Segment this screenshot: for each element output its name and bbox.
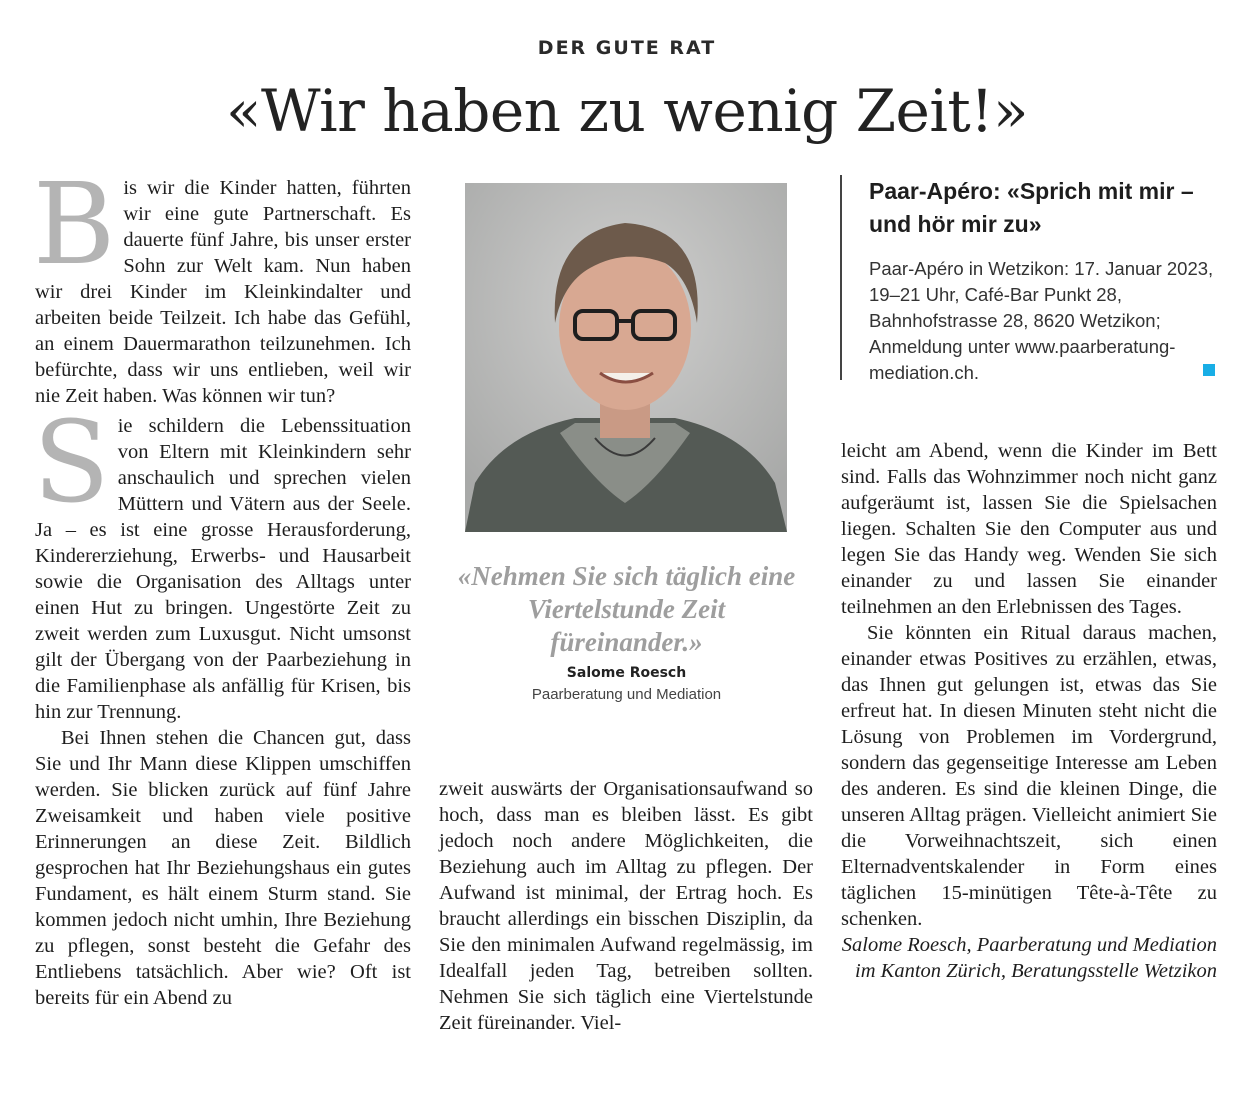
answer-paragraph-5: Sie könnten ein Ritual daraus machen, einander etwas Positives zu erzählen, etwas, das Ihnen gut gelungen ist, etwas das Sie erfreut hat. In diesen Minuten steht nicht die Lösung von Problemen im Vordergrund, sondern das gegenseitige Interesse am Leben des anderen. Es sind die kleinen Dinge, die unseren Alltag prägen. Vielleicht animiert Sie die Vorweihnachtszeit, sich einen Elternadventskalender in Form eines täglichen 15-minütigen Tête-à-Tête zu schenken. — [841, 622, 1217, 930]
dropcap-s: S — [33, 398, 110, 528]
answer-text-1: ie schildern die Lebenssituation von Eltern mit Kleinkindern sehr anschaulich und sprechen vielen Müttern und Vätern aus der Seele. Ja – es ist eine grosse Herausforderung, Kindererziehung, Erwerbs- und Hausarbeit sowie die Organisation des Alltags unter einen Hut zu bringen. Ungestörte Zeit zu zweit werden zum Luxusgut. Nicht umsonst gilt der Übergang von der Paarbeziehung in die Familienphase als anfällig für Krisen, bis hin zur Trennung. — [35, 415, 411, 723]
portrait-illustration — [465, 183, 787, 532]
info-box-title: Paar-Apéro: «Sprich mit mir – und hör mir zu» — [869, 178, 1194, 237]
event-info-box — [840, 175, 1222, 383]
pull-quote-role: Paarberatung und Mediation — [531, 686, 722, 703]
author-signature: Salome Roesch, Paarberatung und Mediation im Kanton Zürich, Beratungsstelle Wetzikon — [841, 934, 1217, 982]
section-kicker: DER GUTE RAT — [537, 37, 717, 59]
pull-quote: «Nehmen Sie sich täglich eine Viertelstunde Zeit füreinander.» — [457, 561, 796, 657]
answer-paragraph-4: leicht am Abend, wenn die Kinder im Bett sind. Falls das Wohnzimmer noch nicht ganz aufgeräumt ist, lassen Sie die Spielsachen liegen. Schalten Sie den Computer aus und legen Sie das Handy weg. Wenden Sie sich einander zu und lassen Sie einander teilnehmen an den Erlebnissen des Tages. — [841, 440, 1217, 618]
column-right — [841, 438, 1217, 984]
column-middle — [439, 776, 813, 1036]
dropcap-b: B — [33, 160, 116, 290]
end-marker-square — [1203, 364, 1215, 376]
answer-paragraph-3: zweit auswärts der Organisationsaufwand so hoch, dass man es bleiben lässt. Es gibt jedoch noch andere Möglichkeiten, die Beziehung auch im Alltag zu pflegen. Der Aufwand ist minimal, der Ertrag hoch. Es braucht allerdings ein bisschen Disziplin, da Sie den minimalen Aufwand regelmässig, im Idealfall jeden Tag, betreiben sollten. Nehmen Sie sich täglich eine Viertelstunde Zeit füreinander. Viel- — [439, 778, 813, 1034]
column-left — [33, 160, 411, 1011]
reader-question — [33, 160, 411, 409]
pull-quote-author: Salome Roesch — [566, 665, 687, 681]
answer-paragraph-2: Bei Ihnen stehen die Chancen gut, dass Sie und Ihr Mann diese Klippen umschiffen werden. Sie blicken zurück auf fünf Jahre Zweisamkeit und haben viele positive Erinnerungen an diese Zeit. Bildlich gesprochen hat Ihr Beziehungshaus ein gutes Fundament, es hält einem Sturm stand. Sie kommen jedoch nicht umhin, Ihre Beziehung zu pflegen, sonst besteht die Gefahr des Entliebens tatsächlich. Aber wie? Oft ist bereits für ein Abend zu — [35, 727, 411, 1009]
info-box-body: Paar-Apéro in Wetzikon: 17. Januar 2023, 19–21 Uhr, Café-Bar Punkt 28, Bahnhofstrasse 28, 8620 Wetzikon; Anmeldung unter www.paarberatung-mediation.ch. — [869, 258, 1214, 383]
answer-paragraph-1 — [33, 398, 411, 725]
question-text: is wir die Kinder hatten, führten wir eine gute Partnerschaft. Es dauerte fünf Jahre, bis unser erster Sohn zur Welt kam. Nun haben wir drei Kinder im Kleinkindalter und arbeiten beide Teilzeit. Ich habe das Gefühl, an einem Dauermarathon teilzunehmen. Ich befürchte, dass wir uns entlieben, weil wir nie Zeit haben. Was können wir tun? — [35, 177, 411, 407]
author-portrait — [465, 183, 787, 532]
article-headline: «Wir haben zu wenig Zeit!» — [225, 77, 1029, 145]
